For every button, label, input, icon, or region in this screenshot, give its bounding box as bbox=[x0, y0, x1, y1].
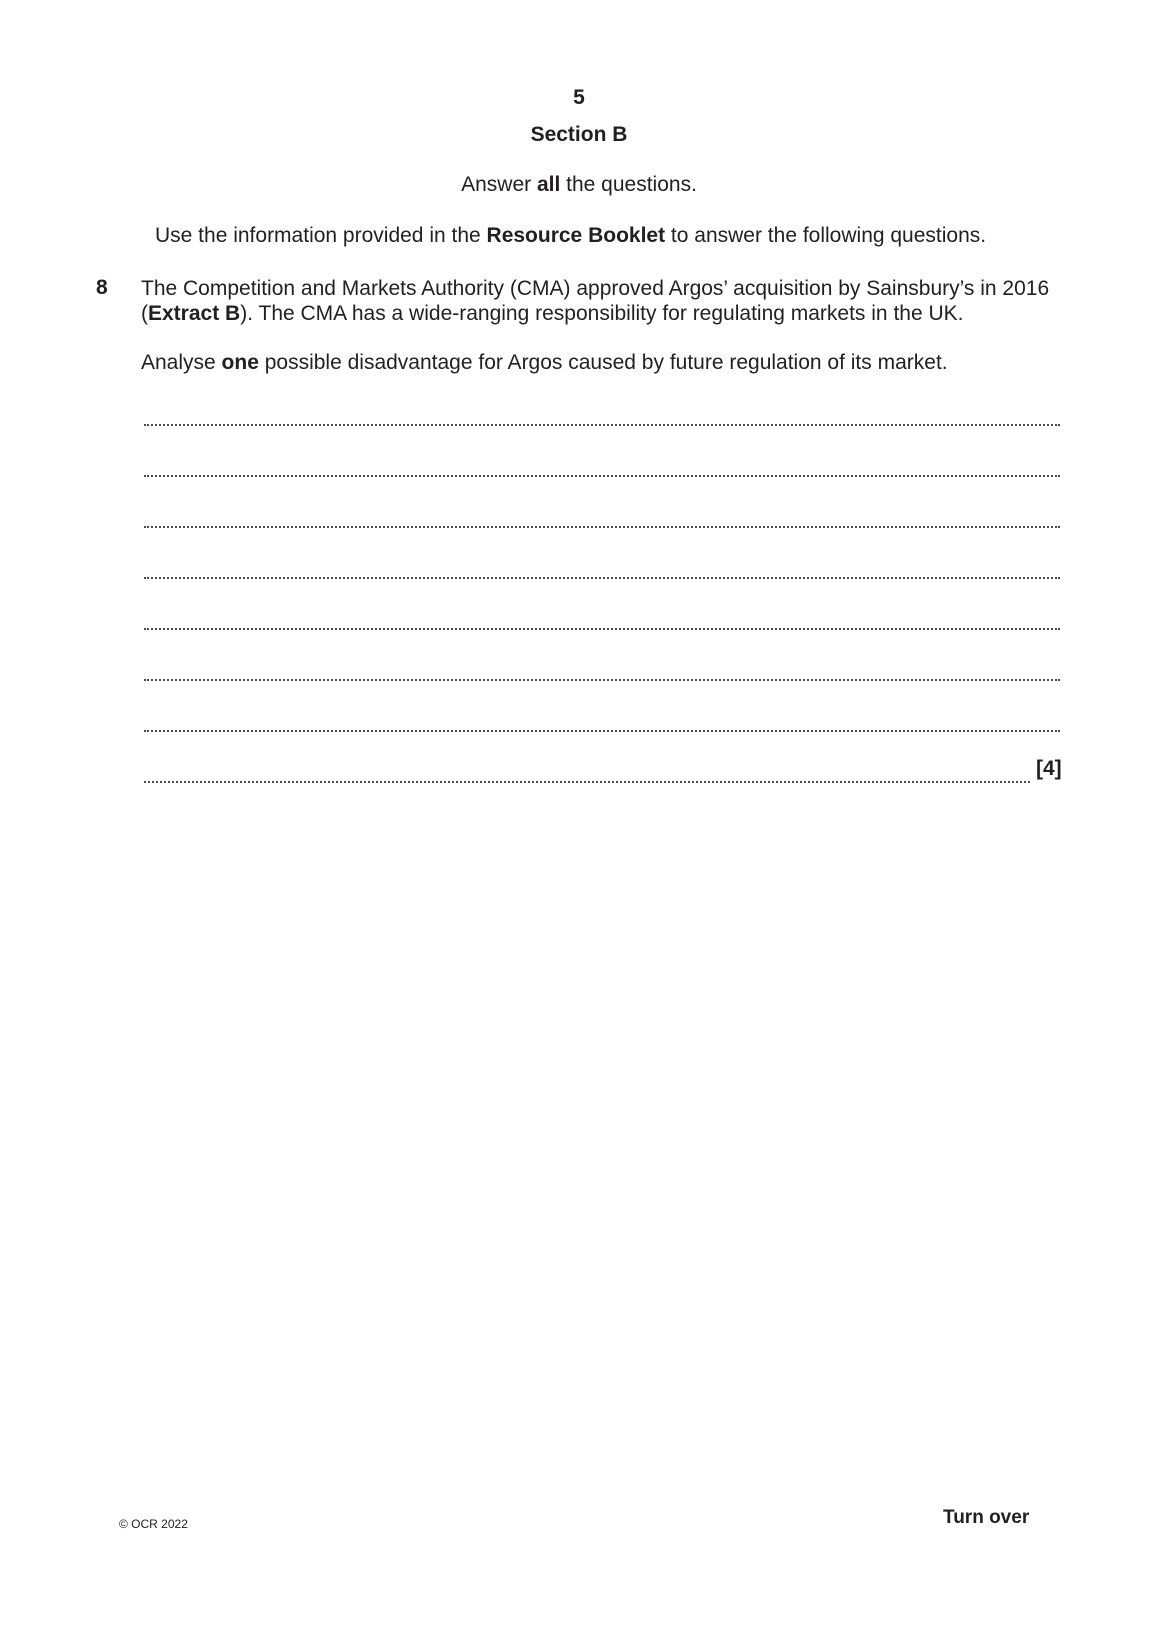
answer-line[interactable] bbox=[144, 577, 1060, 579]
resource-note-emphasis: Resource Booklet bbox=[486, 224, 666, 247]
question-prompt-after: possible disadvantage for Argos caused by future regulation of its market. bbox=[258, 351, 948, 374]
resource-note-after: to answer the following questions. bbox=[665, 224, 987, 247]
resource-note-before: Use the information provided in the bbox=[155, 224, 487, 247]
turn-over-label: Turn over bbox=[943, 1507, 1030, 1528]
instruction-text bbox=[0, 173, 1158, 197]
answer-line[interactable] bbox=[144, 730, 1060, 732]
section-title: Section B bbox=[530, 123, 628, 146]
answer-line[interactable] bbox=[144, 526, 1060, 528]
question-text-emphasis: Extract B bbox=[148, 302, 241, 325]
answer-line[interactable] bbox=[144, 424, 1060, 426]
question-text-part2: ). The CMA has a wide-ranging responsibility for regulating markets in the UK. bbox=[240, 302, 964, 325]
resource-note bbox=[155, 224, 986, 248]
page-number: 5 bbox=[573, 86, 585, 109]
question-number: 8 bbox=[96, 276, 108, 299]
question-text-part1: The Competition and Markets Authority (CMA) approved Argos’ acquisition by Sainsbury’s in 2016 ( bbox=[141, 277, 1050, 325]
answer-line[interactable] bbox=[144, 475, 1060, 477]
marks-label: [4] bbox=[1036, 757, 1062, 780]
answer-line[interactable] bbox=[144, 679, 1060, 681]
instruction-emphasis: all bbox=[536, 173, 561, 196]
question-prompt bbox=[141, 351, 948, 375]
instruction-after: the questions. bbox=[560, 173, 697, 196]
copyright-notice: © OCR 2022 bbox=[119, 1517, 188, 1531]
answer-line[interactable] bbox=[144, 628, 1060, 630]
question-prompt-before: Analyse bbox=[141, 351, 222, 374]
instruction-before: Answer bbox=[461, 173, 537, 196]
answer-line[interactable] bbox=[144, 781, 1030, 783]
question-prompt-emphasis: one bbox=[221, 351, 259, 374]
question-text bbox=[141, 276, 1071, 326]
